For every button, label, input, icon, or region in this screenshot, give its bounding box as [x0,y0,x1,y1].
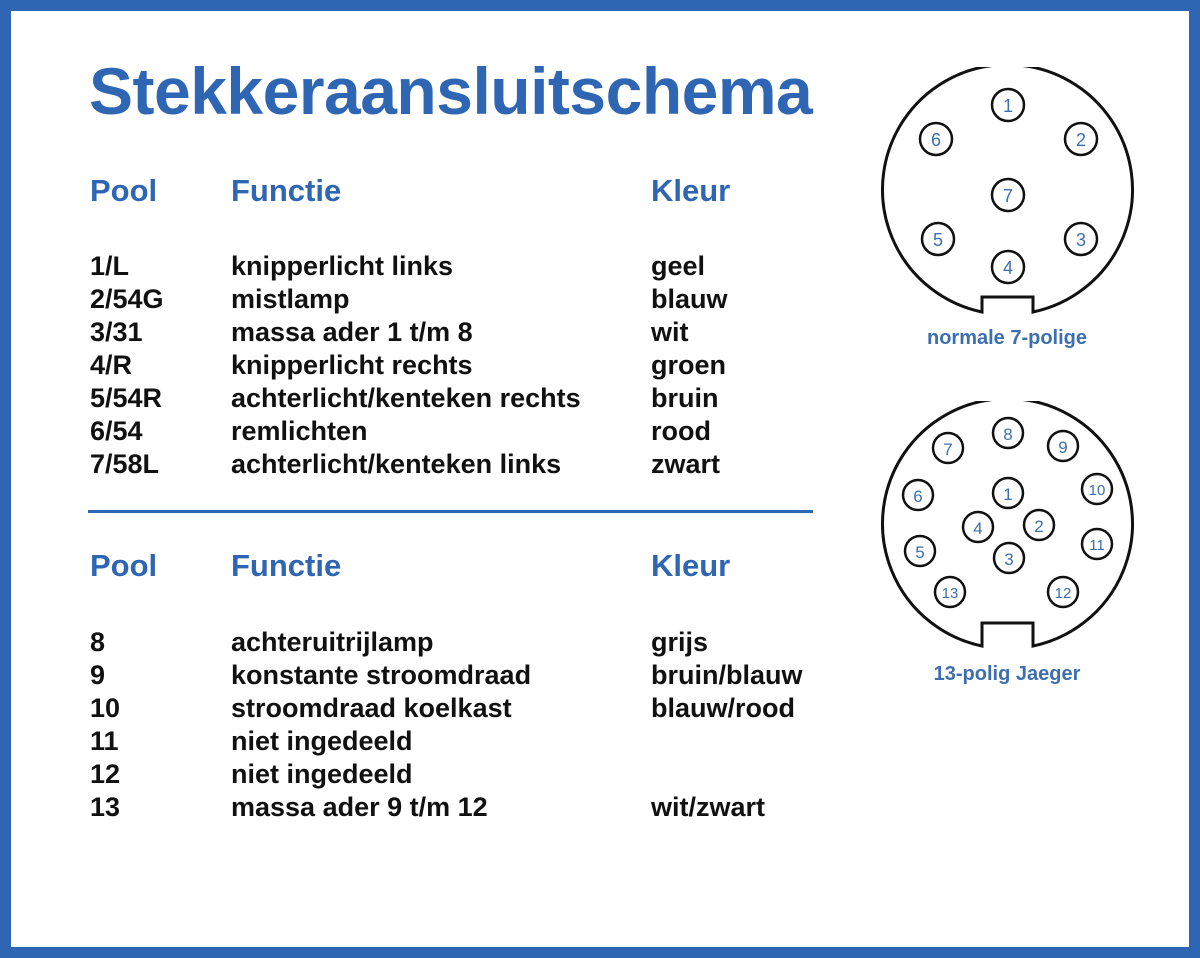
svg-text:4: 4 [973,519,983,538]
pool-cell: 11 [90,726,119,756]
pool-cell: 13 [90,792,121,822]
section-divider [88,510,813,513]
page-title: Stekkeraansluitschema [89,54,813,128]
pool-cell: 12 [90,759,121,789]
functie-cell: niet ingedeeld [231,726,413,756]
pin-4 [992,251,1024,283]
table-row [11,381,831,415]
pin-6 [920,123,952,155]
table-row [11,447,831,481]
svg-text:10: 10 [1088,482,1106,499]
pin-12 [1048,577,1078,607]
pin-2 [1065,123,1097,155]
svg-text:3: 3 [1004,550,1014,569]
svg-text:6: 6 [913,487,923,506]
svg-text:5: 5 [915,543,925,562]
connector-13-label: 13-polig Jaeger [933,663,1081,685]
kleur-cell: blauw [651,284,728,314]
functie-cell: achterlicht/kenteken links [231,449,562,479]
pin-10 [1082,474,1112,504]
pin-6 [903,480,933,510]
functie-cell: achterlicht/kenteken rechts [231,383,581,413]
table-row [11,249,831,283]
pin-8 [993,418,1023,448]
header-functie-2: Functie [231,548,342,583]
table-row [11,625,831,659]
table-row [11,348,831,382]
functie-cell: achteruitrijlamp [231,627,434,657]
header-kleur-1: Kleur [651,173,731,208]
pin-2 [1024,510,1054,540]
svg-text:7: 7 [1002,186,1014,206]
svg-text:3: 3 [1075,230,1087,250]
pool-cell: 7/58L [90,449,160,479]
svg-text:4: 4 [1002,258,1014,278]
svg-text:7: 7 [943,440,953,459]
pin-1 [992,89,1024,121]
pool-cell: 1/L [90,251,130,281]
pin-5 [905,536,935,566]
connector-7-label: normale 7-polige [926,327,1088,349]
functie-cell: stroomdraad koelkast [231,693,512,723]
svg-text:1: 1 [1003,485,1013,504]
pin-11 [1082,529,1112,559]
pin-7 [933,433,963,463]
table-row [11,757,831,791]
functie-cell: mistlamp [231,284,350,314]
pin-9 [1048,431,1078,461]
svg-text:6: 6 [930,130,942,150]
kleur-cell: rood [651,416,711,446]
functie-cell: massa ader 1 t/m 8 [231,317,473,347]
pool-cell: 5/54R [90,383,163,413]
pool-cell: 10 [90,693,121,723]
svg-text:11: 11 [1089,537,1105,554]
pin-4 [963,512,993,542]
functie-cell: massa ader 9 t/m 12 [231,792,488,822]
pin-13 [935,577,965,607]
functie-cell: knipperlicht links [231,251,454,281]
table-row [11,414,831,448]
pin-3 [994,543,1024,573]
pool-cell: 6/54 [90,416,143,446]
kleur-cell: wit [651,317,689,347]
pool-cell: 2/54G [90,284,164,314]
pool-cell: 4/R [90,350,133,380]
pin-7 [992,179,1024,211]
pin-3 [1065,223,1097,255]
functie-cell: knipperlicht rechts [231,350,473,380]
kleur-cell: groen [651,350,727,380]
header-kleur-2: Kleur [651,548,731,583]
kleur-cell: wit/zwart [651,792,766,822]
pin-1 [993,478,1023,508]
kleur-cell: zwart [651,449,721,479]
functie-cell: remlichten [231,416,368,446]
kleur-cell: blauw/rood [651,693,795,723]
svg-text:1: 1 [1002,96,1014,116]
header-pool-1: Pool [90,173,158,208]
table-row [11,790,831,824]
svg-text:2: 2 [1075,130,1087,150]
kleur-cell: geel [651,251,706,281]
header-functie-1: Functie [231,173,342,208]
svg-text:5: 5 [932,230,944,250]
connector-13-pin-diagram [873,401,1143,661]
svg-text:9: 9 [1058,438,1068,457]
svg-text:8: 8 [1003,425,1013,444]
header-pool-2: Pool [90,548,158,583]
functie-cell: konstante stroomdraad [231,660,532,690]
functie-cell: niet ingedeeld [231,759,413,789]
table-row [11,282,831,316]
svg-text:12: 12 [1054,585,1072,602]
pool-cell: 3/31 [90,317,143,347]
svg-text:2: 2 [1034,517,1044,536]
kleur-cell: grijs [651,627,709,657]
table-row [11,724,831,758]
pin-5 [922,223,954,255]
pool-cell: 8 [90,627,106,657]
pool-cell: 9 [90,660,106,690]
kleur-cell: bruin/blauw [651,660,803,690]
connector-7-pin-diagram [873,67,1143,327]
svg-text:13: 13 [941,585,959,602]
table-row [11,315,831,349]
kleur-cell: bruin [651,383,719,413]
table-row [11,658,831,692]
table-row [11,691,831,725]
